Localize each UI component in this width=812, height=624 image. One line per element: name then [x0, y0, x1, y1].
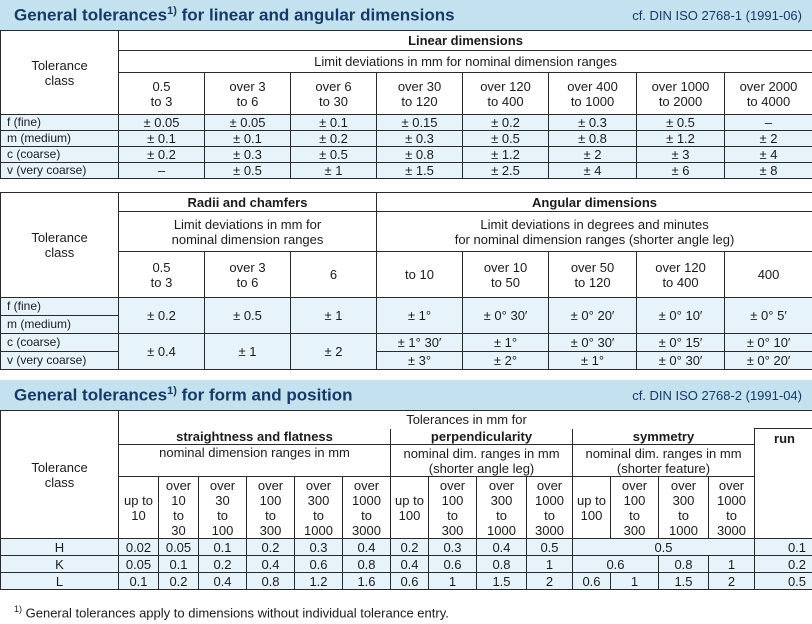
angular-sub-header: Limit deviations in degrees and minutes for nominal dimension ranges (shorter angle leg)	[377, 212, 812, 252]
value-cell: ± 2	[725, 131, 812, 147]
linear-range: over 400 to 1000	[549, 73, 637, 115]
value-cell: 0.6	[429, 556, 477, 573]
value-cell: 1.5	[659, 573, 709, 590]
value-cell: 0.2	[247, 539, 295, 556]
value-cell: ± 2	[549, 147, 637, 163]
value-cell: 0.4	[391, 556, 429, 573]
value-cell: 0.1	[159, 556, 199, 573]
linear-row-c	[1, 147, 812, 163]
linear-row-m	[1, 131, 812, 147]
value-cell: 0.4	[199, 573, 247, 590]
value-cell: 0.4	[477, 539, 527, 556]
radii-range: 6	[291, 252, 377, 298]
class-label: L	[1, 573, 119, 590]
section1-header	[0, 0, 812, 30]
value-cell: ± 0.15	[377, 115, 463, 131]
symmetry-sub-header: nominal dim. ranges in mm (shorter feature)	[573, 445, 755, 477]
value-cell: ± 0° 20′	[549, 298, 637, 334]
straight-range: over 1000 to 3000	[343, 477, 391, 539]
radii-angular-table	[0, 192, 812, 370]
value-cell: 0.6	[573, 573, 611, 590]
section2-title: General tolerances$^{1)}$ for form and position	[14, 384, 353, 405]
class-label: f (fine)	[1, 298, 119, 316]
perpendicularity-sub-header: nominal dim. ranges in mm (shorter angle leg)	[391, 445, 573, 477]
angular-range: over 50 to 120	[549, 252, 637, 298]
value-cell: 0.1	[119, 573, 159, 590]
value-cell: ± 1°	[377, 298, 463, 334]
value-cell: ± 0.1	[119, 131, 205, 147]
linear-sub-header: Limit deviations in mm for nominal dimension ranges	[119, 51, 812, 73]
value-cell: ± 0.5	[637, 115, 725, 131]
value-cell: ± 0.2	[119, 298, 205, 334]
class-label: v (very coarse)	[1, 163, 119, 179]
value-cell: 0.4	[247, 556, 295, 573]
perp-range: over 300 to 1000	[477, 477, 527, 539]
value-cell: 0.05	[159, 539, 199, 556]
value-cell: ± 1.2	[637, 131, 725, 147]
class-label: m (medium)	[1, 131, 119, 147]
footnote: $^{1)}$ General tolerances apply to dimensions without individual tolerance entry.	[14, 604, 449, 621]
value-cell: ± 0.4	[119, 334, 205, 370]
class-label: K	[1, 556, 119, 573]
value-cell: 0.4	[343, 539, 391, 556]
perp-range: up to 100	[391, 477, 429, 539]
value-cell: 1	[429, 573, 477, 590]
value-cell: ± 0.05	[205, 115, 291, 131]
value-cell: 0.8	[659, 556, 709, 573]
value-cell: ± 0° 30′	[549, 334, 637, 352]
value-cell: 0.6	[573, 556, 659, 573]
value-cell: 1	[709, 556, 755, 573]
straight-range: over 10 to 30	[159, 477, 199, 539]
linear-class-label: Tolerance class	[1, 31, 119, 115]
value-cell: ± 0.3	[549, 115, 637, 131]
value-cell: 0.02	[119, 539, 159, 556]
value-cell: ± 0° 10′	[637, 298, 725, 334]
linear-range: over 2000 to 4000	[725, 73, 812, 115]
linear-group-header: Linear dimensions	[119, 31, 812, 51]
value-cell: ± 0° 10′	[725, 334, 812, 352]
radii-range: 0.5 to 3	[119, 252, 205, 298]
section2-header	[0, 380, 812, 410]
class-label: f (fine)	[1, 115, 119, 131]
linear-range: over 120 to 400	[463, 73, 549, 115]
angular-group-header: Angular dimensions	[377, 193, 812, 212]
value-cell: –	[725, 115, 812, 131]
value-cell: ± 2	[291, 334, 377, 370]
value-cell: ± 0.3	[205, 147, 291, 163]
form-row-H	[1, 539, 812, 556]
angular-range: to 10	[377, 252, 463, 298]
value-cell: 2	[527, 573, 573, 590]
linear-dimensions-table	[0, 30, 812, 179]
value-cell: 0.3	[429, 539, 477, 556]
value-cell: 2	[709, 573, 755, 590]
value-cell: ± 0.2	[291, 131, 377, 147]
perp-range: over 100 to 300	[429, 477, 477, 539]
linear-row-f	[1, 115, 812, 131]
linear-range: over 1000 to 2000	[637, 73, 725, 115]
value-cell: ± 0.2	[119, 147, 205, 163]
form-ranges-row	[1, 477, 812, 539]
class-label: v (very coarse)	[1, 352, 119, 370]
value-cell: 0.1	[755, 539, 812, 556]
value-cell: 0.2	[199, 556, 247, 573]
value-cell: 0.6	[295, 556, 343, 573]
value-cell: 1	[611, 573, 659, 590]
straight-range: over 300 to 1000	[295, 477, 343, 539]
linear-range: over 3 to 6	[205, 73, 291, 115]
value-cell: 0.8	[343, 556, 391, 573]
value-cell: 0.3	[295, 539, 343, 556]
value-cell: 0.2	[159, 573, 199, 590]
value-cell: ± 0° 15′	[637, 334, 725, 352]
radii-sub-header: Limit deviations in mm for nominal dimension ranges	[119, 212, 377, 252]
value-cell: ± 0.1	[205, 131, 291, 147]
section1-reference: cf. DIN ISO 2768-1 (1991-06)	[632, 7, 802, 23]
section2-reference: cf. DIN ISO 2768-2 (1991-04)	[632, 387, 802, 403]
symmetry-header: symmetry	[573, 429, 755, 445]
value-cell: ± 0.3	[377, 131, 463, 147]
value-cell: 0.5	[755, 573, 812, 590]
value-cell: ± 1.2	[463, 147, 549, 163]
value-cell: ± 1°	[463, 334, 549, 352]
straight-range: over 30 to 100	[199, 477, 247, 539]
value-cell: ± 8	[725, 163, 812, 179]
value-cell: ± 0.05	[119, 115, 205, 131]
value-cell: ± 0.8	[377, 147, 463, 163]
sym-range: over 100 to 300	[611, 477, 659, 539]
straightness-sub-header: nominal dimension ranges in mm	[119, 445, 391, 477]
value-cell: ± 0.5	[463, 131, 549, 147]
angular-range: 400	[725, 252, 812, 298]
value-cell: ± 0.5	[205, 298, 291, 334]
value-cell: –	[119, 163, 205, 179]
run-header: run	[755, 429, 812, 539]
section1-title: General tolerances$^{1)}$ for linear and angular dimensions	[14, 4, 455, 25]
value-cell: 0.8	[477, 556, 527, 573]
value-cell: ± 0° 30′	[637, 352, 725, 370]
linear-range: 0.5 to 3	[119, 73, 205, 115]
linear-range: over 6 to 30	[291, 73, 377, 115]
value-cell: 1.6	[343, 573, 391, 590]
angular-range: over 10 to 50	[463, 252, 549, 298]
value-cell: ± 1	[291, 298, 377, 334]
value-cell: ± 3	[637, 147, 725, 163]
value-cell: ± 4	[549, 163, 637, 179]
form-class-label: Tolerance class	[1, 411, 119, 539]
value-cell: 1	[527, 556, 573, 573]
value-cell: 0.5	[573, 539, 755, 556]
value-cell: ± 0° 5′	[725, 298, 812, 334]
value-cell: 0.2	[755, 556, 812, 573]
sym-range: over 1000 to 3000	[709, 477, 755, 539]
value-cell: ± 1°	[549, 352, 637, 370]
class-label: c (coarse)	[1, 147, 119, 163]
straight-range: over 100 to 300	[247, 477, 295, 539]
class-label: m (medium)	[1, 316, 119, 334]
value-cell: ± 0.1	[291, 115, 377, 131]
value-cell: ± 1	[205, 334, 291, 370]
value-cell: 0.2	[391, 539, 429, 556]
value-cell: ± 0.8	[549, 131, 637, 147]
perp-range: over 1000 to 3000	[527, 477, 573, 539]
class-label: H	[1, 539, 119, 556]
value-cell: 0.6	[391, 573, 429, 590]
linear-row-v	[1, 163, 812, 179]
radii-angular-ranges-row	[1, 252, 812, 298]
form-row-K	[1, 556, 812, 573]
class-label: c (coarse)	[1, 334, 119, 352]
radii-group-header: Radii and chamfers	[119, 193, 377, 212]
straight-range: up to 10	[119, 477, 159, 539]
perpendicularity-header: perpendicularity	[391, 429, 573, 445]
linear-range: over 30 to 120	[377, 73, 463, 115]
linear-ranges-row	[1, 73, 812, 115]
angular-range: over 120 to 400	[637, 252, 725, 298]
value-cell: ± 6	[637, 163, 725, 179]
form-top-header: Tolerances in mm for	[119, 411, 812, 429]
value-cell: 0.05	[119, 556, 159, 573]
value-cell: 0.1	[199, 539, 247, 556]
value-cell: ± 2°	[463, 352, 549, 370]
sym-range: over 300 to 1000	[659, 477, 709, 539]
value-cell: ± 2.5	[463, 163, 549, 179]
value-cell: 0.8	[247, 573, 295, 590]
straightness-header: straightness and flatness	[119, 429, 391, 445]
value-cell: 1.5	[477, 573, 527, 590]
value-cell: 0.5	[527, 539, 573, 556]
radii-range: over 3 to 6	[205, 252, 291, 298]
value-cell: ± 1.5	[377, 163, 463, 179]
value-cell: 1.2	[295, 573, 343, 590]
value-cell: ± 1° 30′	[377, 334, 463, 352]
value-cell: ± 4	[725, 147, 812, 163]
value-cell: ± 0° 30′	[463, 298, 549, 334]
value-cell: ± 0.5	[205, 163, 291, 179]
form-row-L	[1, 573, 812, 590]
form-position-table	[0, 410, 812, 590]
value-cell: ± 0.2	[463, 115, 549, 131]
value-cell: ± 0.5	[291, 147, 377, 163]
value-cell: ± 0° 20′	[725, 352, 812, 370]
value-cell: ± 3°	[377, 352, 463, 370]
radii-class-label: Tolerance class	[1, 193, 119, 298]
sym-range: up to 100	[573, 477, 611, 539]
value-cell: ± 1	[291, 163, 377, 179]
